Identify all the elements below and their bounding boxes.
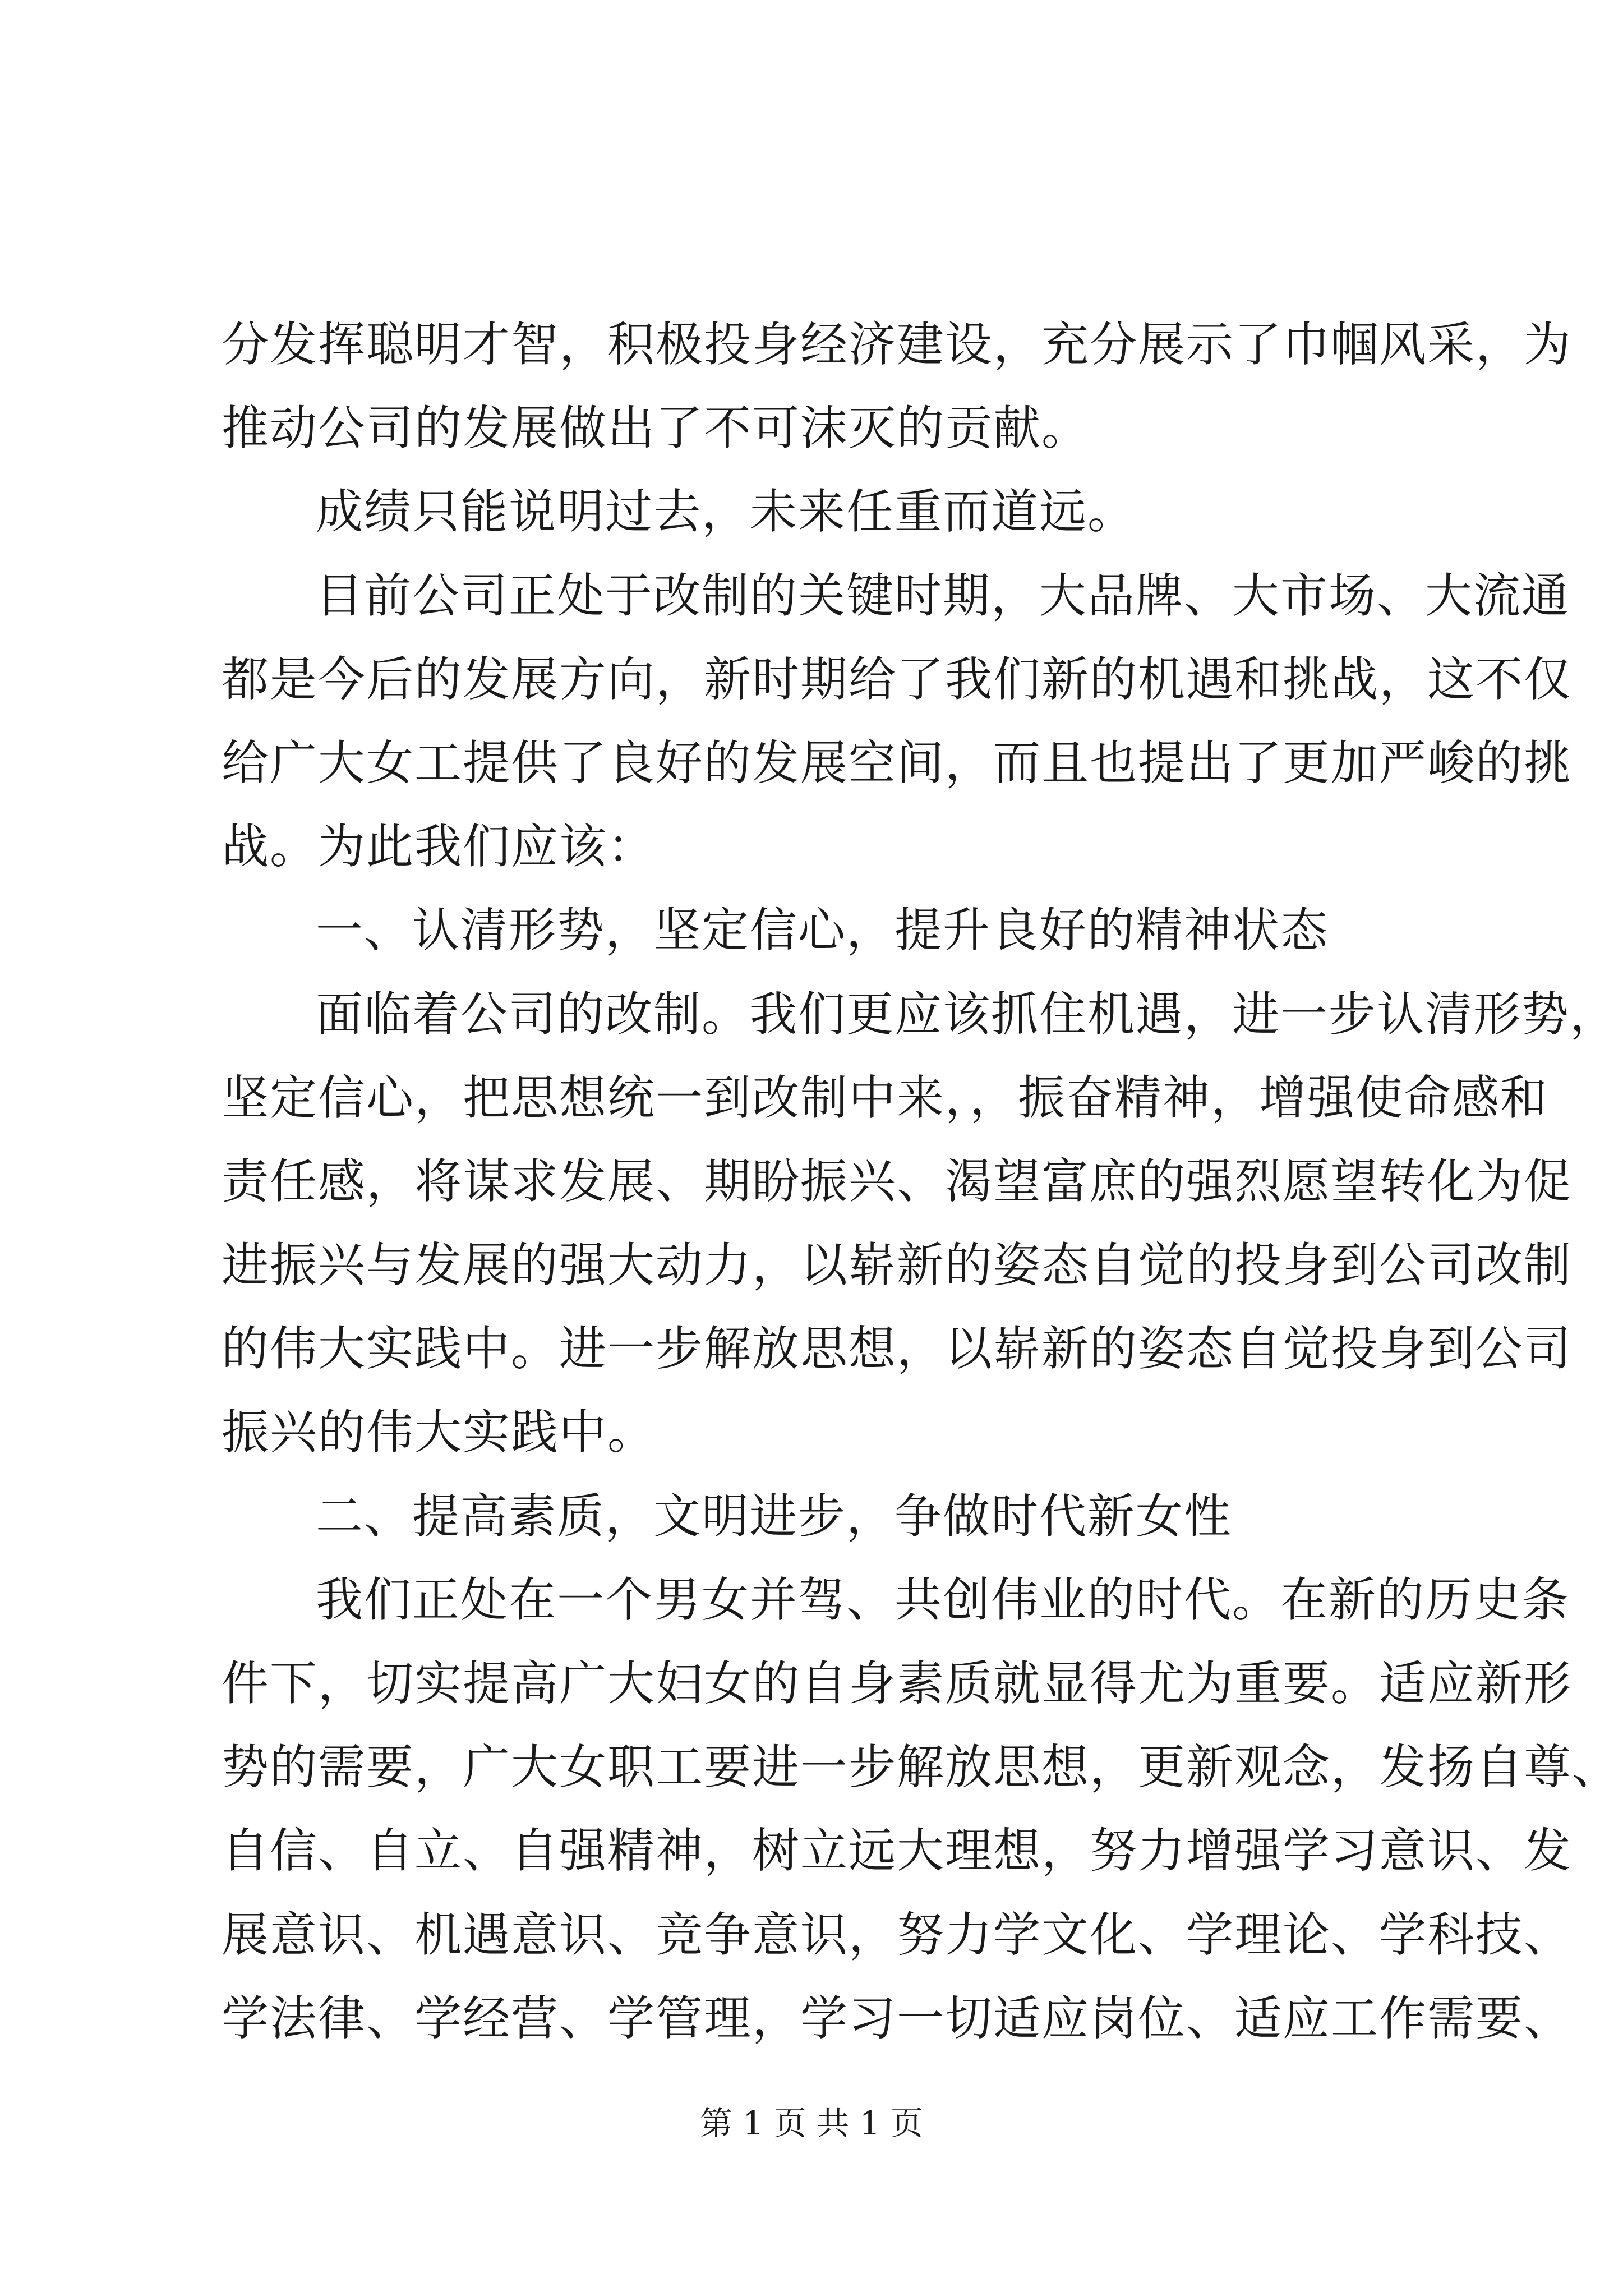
text-line: 的伟大实践中。进一步解放思想，以崭新的姿态自觉投身到公司: [222, 1321, 1573, 1377]
text-line: 振兴的伟大实践中。: [222, 1405, 656, 1460]
text-line: 坚定信心，把思想统一到改制中来，，振奋精神，增强使命感和: [222, 1070, 1549, 1125]
text-line: 给广大女工提供了良好的发展空间，而且也提出了更加严峻的挑: [222, 735, 1573, 790]
body-text: [222, 303, 1621, 2060]
text-line: 成绩只能说明过去，未来任重而道远。: [316, 484, 1136, 540]
text-line: 分发挥聪明才智，积极投身经济建设，充分展示了巾帼风采，为: [222, 317, 1573, 372]
text-line: 进振兴与发展的强大动力，以崭新的姿态自觉的投身到公司改制: [222, 1237, 1573, 1293]
text-line: 面临着公司的改制。我们更应该抓住机遇，进一步认清形势，: [316, 986, 1619, 1042]
text-line: 自信、自立、自强精神，树立远大理想，努力增强学习意识、发: [222, 1823, 1573, 1879]
section-heading: 一、认清形势，坚定信心，提升良好的精神状态: [316, 903, 1329, 958]
text-line: 学法律、学经营、学管理，学习一切适应岗位、适应工作需要、: [222, 1990, 1573, 2046]
text-line: 战。为此我们应该：: [222, 819, 656, 875]
text-line: 展意识、机遇意识、竞争意识，努力学文化、学理论、学科技、: [222, 1907, 1573, 1962]
text-line: 推动公司的发展做出了不可沫灭的贡献。: [222, 401, 1090, 456]
text-line: 件下，切实提高广大妇女的自身素质就显得尤为重要。适应新形: [222, 1656, 1573, 1711]
text-line: 势的需要，广大女职工要进一步解放思想，更新观念，发扬自尊、: [222, 1740, 1621, 1795]
text-line: 我们正处在一个男女并驾、共创伟业的时代。在新的历史条: [316, 1572, 1570, 1627]
page-footer: 第 1 页 共 1 页: [700, 2104, 923, 2142]
text-line: 目前公司正处于改制的关键时期，大品牌、大市场、大流通: [316, 568, 1570, 623]
text-line: 都是今后的发展方向，新时期给了我们新的机遇和挑战，这不仅: [222, 651, 1573, 707]
text-line: 责任感，将谋求发展、期盼振兴、渴望富庶的强烈愿望转化为促: [222, 1153, 1573, 1209]
section-heading: 二、提高素质，文明进步，争做时代新女性: [316, 1488, 1233, 1544]
